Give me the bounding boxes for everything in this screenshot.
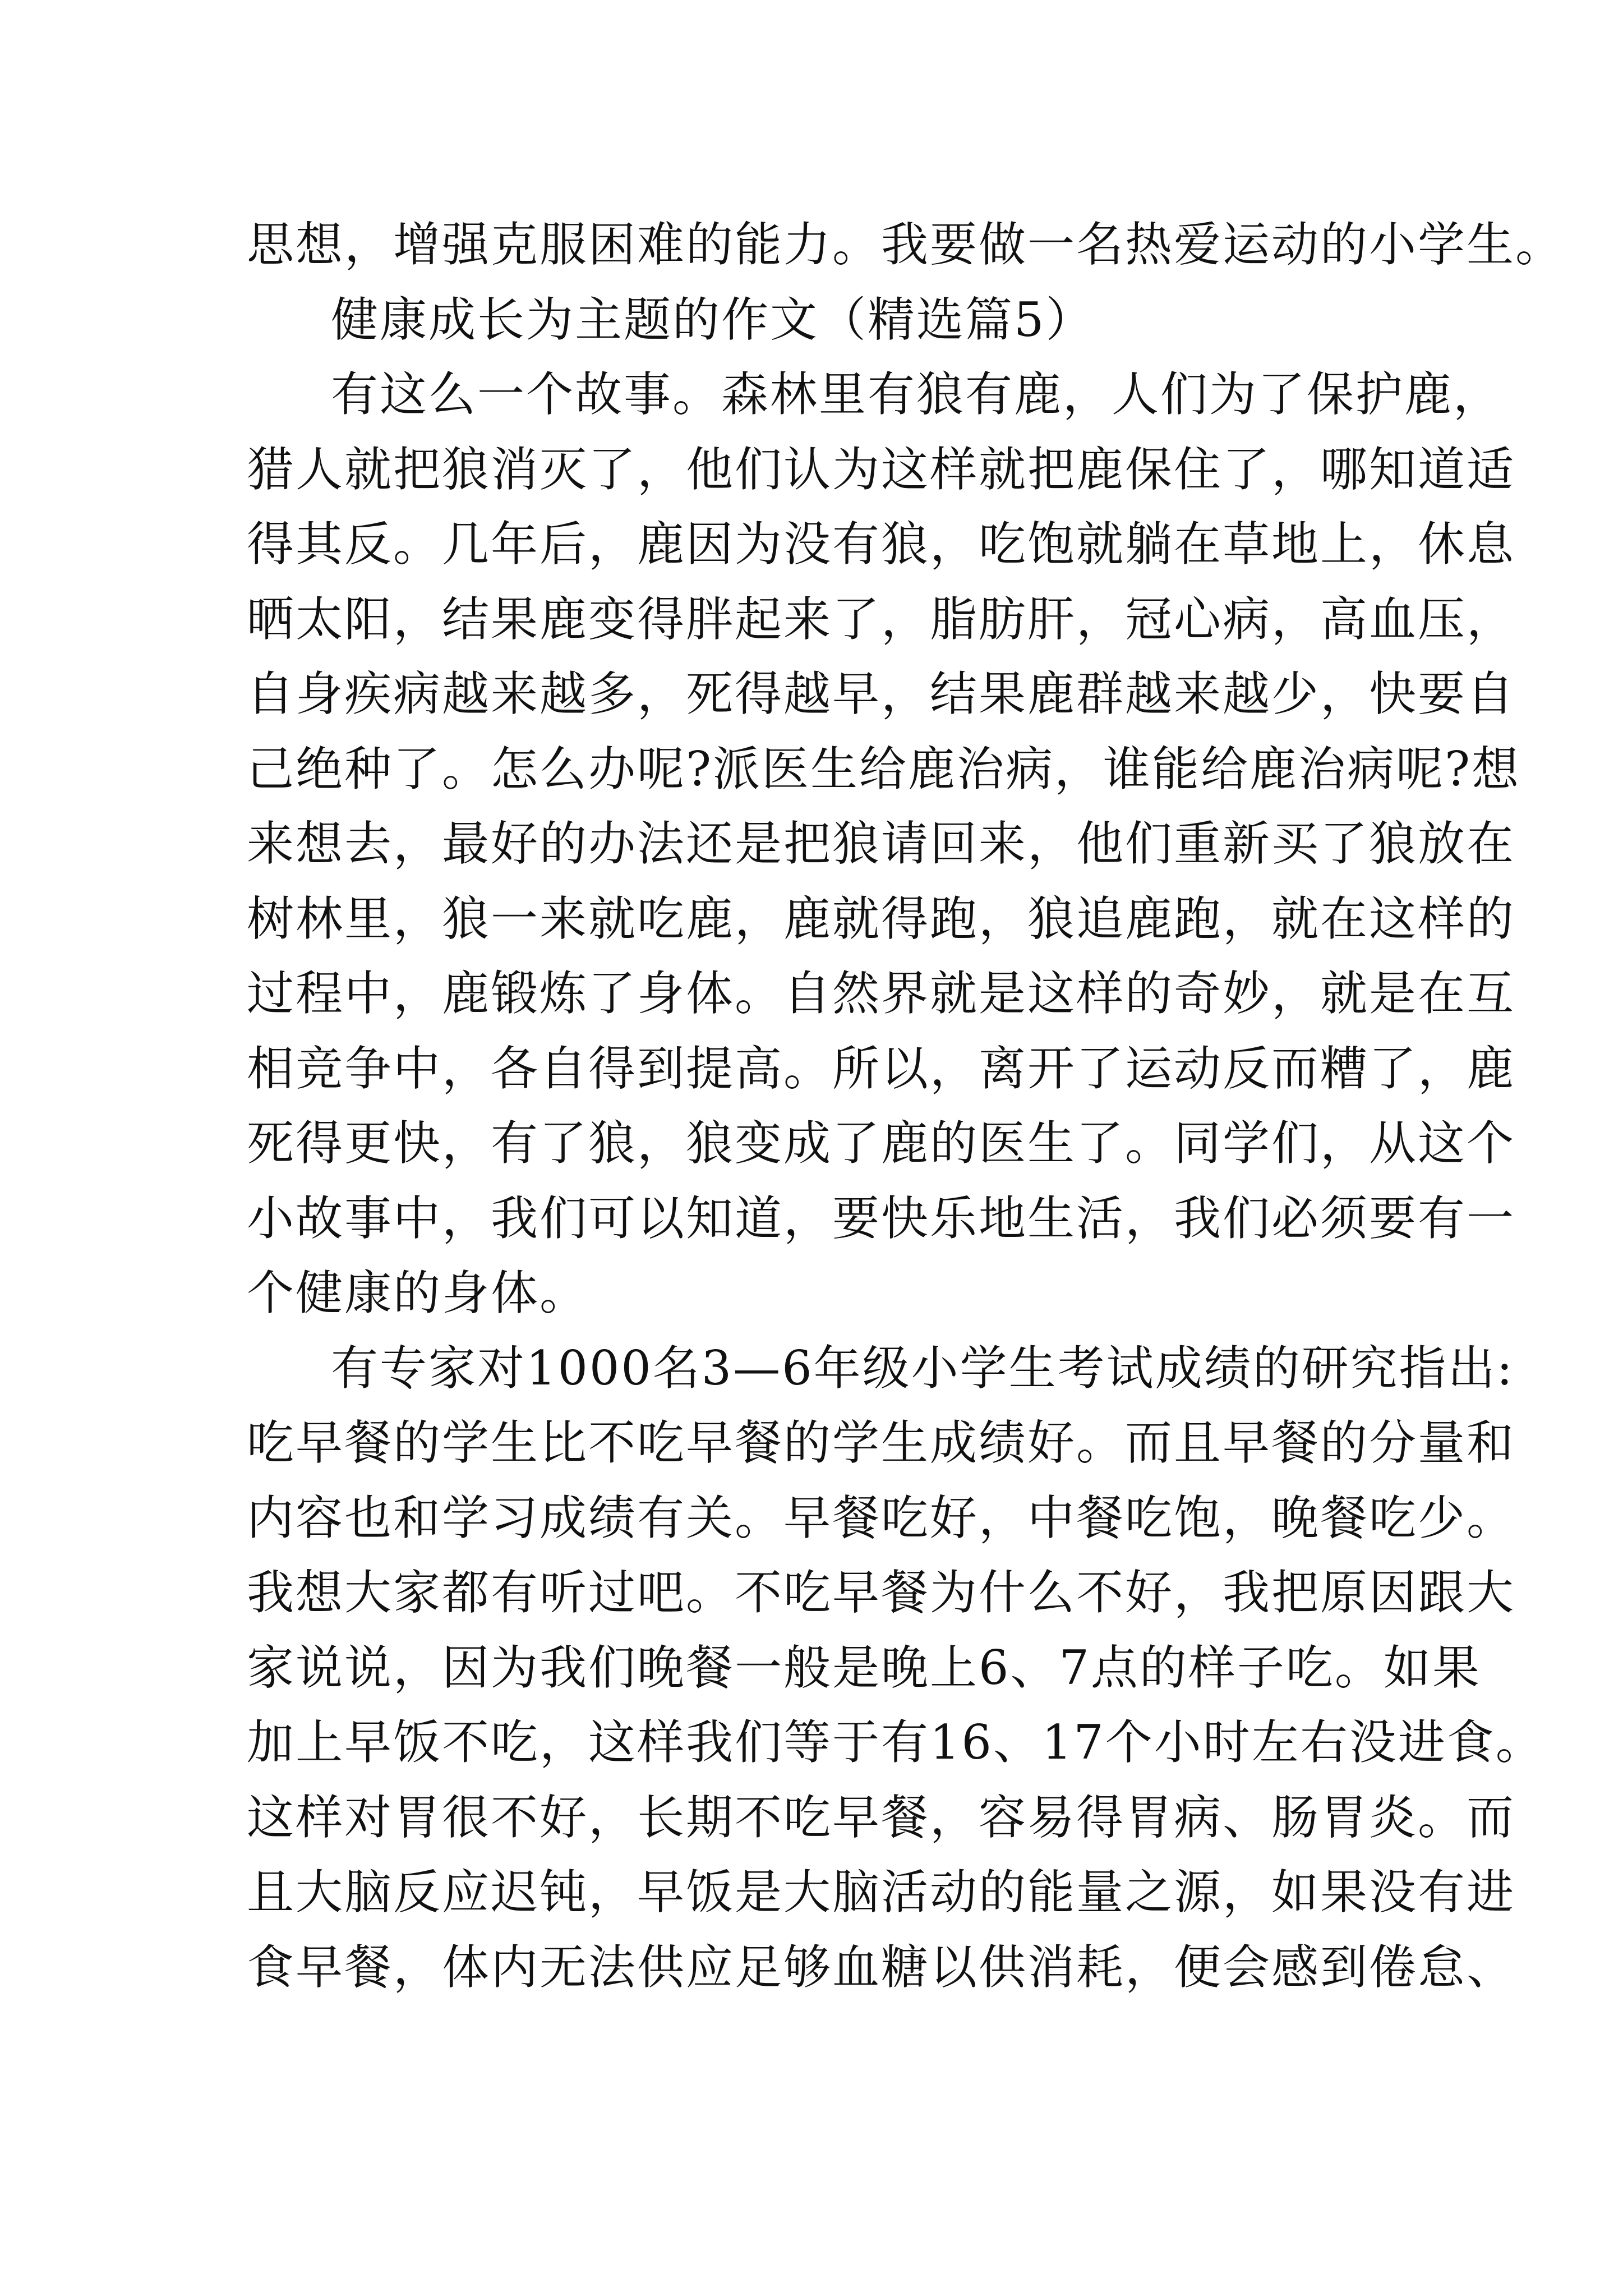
body-line: 己绝种了。怎么办呢?派医生给鹿治病，谁能给鹿治病呢?想 [247,741,1521,797]
body-line: 来想去，最好的办法还是把狼请回来，他们重新买了狼放在 [247,816,1516,871]
body-line: 相竞争中，各自得到提高。所以，离开了运动反而糟了，鹿 [247,1041,1516,1096]
body-line: 晒太阳，结果鹿变得胖起来了，脂肪肝，冠心病，高血压， [247,591,1516,647]
body-line: 我想大家都有听过吧。不吃早餐为什么不好，我把原因跟大 [247,1565,1516,1620]
body-line: 小故事中，我们可以知道，要快乐地生活，我们必须要有一 [247,1190,1516,1246]
body-line: 死得更快，有了狼，狼变成了鹿的医生了。同学们，从这个 [247,1116,1516,1171]
body-line: 过程中，鹿锻炼了身体。自然界就是这样的奇妙，就是在互 [247,966,1516,1021]
body-line: 个健康的身体。 [247,1266,589,1320]
body-line: 有这么一个故事。森林里有狼有鹿，人们为了保护鹿， [331,367,1502,422]
body-line: 食早餐，体内无法供应足够血糖以供消耗，便会感到倦怠、 [247,1939,1516,1995]
body-line: 自身疾病越来越多，死得越早，结果鹿群越来越少，快要自 [247,666,1516,721]
body-line: 内容也和学习成绩有关。早餐吃好，中餐吃饱，晚餐吃少。 [247,1490,1516,1545]
body-line: 加上早饭不吃，这样我们等于有16、17个小时左右没进食。 [247,1715,1544,1770]
body-line: 猎人就把狼消灭了，他们认为这样就把鹿保住了，哪知道适 [247,441,1516,497]
body-line: 有专家对1000名3—6年级小学生考试成绩的研究指出: [331,1340,1514,1396]
body-line: 且大脑反应迟钝，早饭是大脑活动的能量之源，如果没有进 [247,1865,1516,1920]
article-body [247,208,1565,2005]
section-heading: 健康成长为主题的作文（精选篇5） [331,292,1095,347]
body-line: 树林里，狼一来就吃鹿，鹿就得跑，狼追鹿跑，就在这样的 [247,891,1516,946]
body-line: 得其反。几年后，鹿因为没有狼，吃饱就躺在草地上，休息 [247,517,1516,572]
body-line: 家说说，因为我们晚餐一般是晚上6、7点的样子吃。如果 [247,1640,1481,1695]
body-line: 吃早餐的学生比不吃早餐的学生成绩好。而且早餐的分量和 [247,1415,1516,1470]
body-line: 这样对胃很不好，长期不吃早餐，容易得胃病、肠胃炎。而 [247,1789,1516,1845]
body-line: 思想，增强克服困难的能力。我要做一名热爱运动的小学生。 [247,217,1565,272]
